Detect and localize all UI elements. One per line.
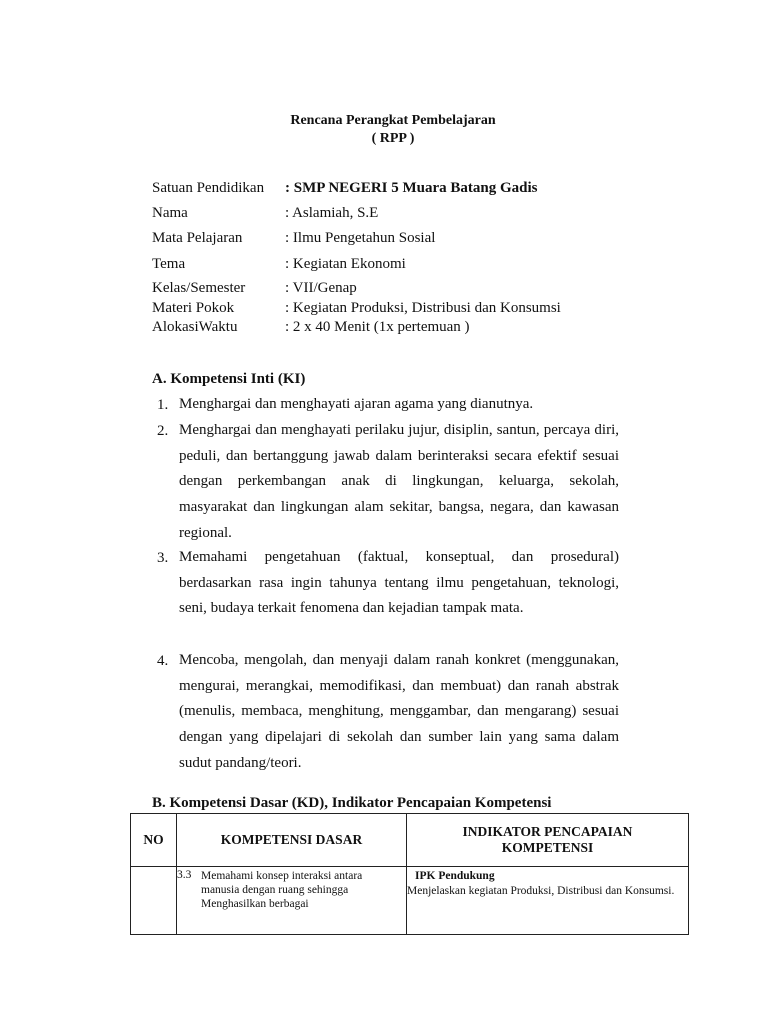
list-number: 4. [157, 653, 169, 669]
identity-label: Tema [152, 256, 186, 272]
identity-label: Nama [152, 205, 188, 221]
ipk-title: IPK Pendukung [415, 870, 495, 882]
table-header-row [131, 814, 689, 867]
list-number: 1. [157, 397, 169, 413]
identity-value: : VII/Genap [285, 280, 357, 296]
cell-kd [177, 867, 407, 935]
identity-value: : 2 x 40 Menit (1x pertemuan ) [285, 319, 470, 335]
identity-label: Kelas/Semester [152, 280, 246, 296]
kd-table [130, 813, 689, 935]
section-a-heading: A. Kompetensi Inti (KI) [152, 371, 306, 387]
col-header-no: NO [131, 814, 177, 867]
identity-value: : Ilmu Pengetahun Sosial [285, 230, 436, 246]
ipk-text: Menjelaskan kegiatan Produksi, Distribusi dan Konsumsi. [407, 885, 675, 897]
document-title: Rencana Perangkat Pembelajaran [290, 113, 496, 128]
list-text: Mencoba, mengolah, dan menyaji dalam ranah konkret (menggunakan, mengurai, merangkai, memodifikasi, dan membuat) dan ranah abstrak (menulis, membaca, menghitung, menggambar, dan mengarang) sesuai dengan yang dipelajari di sekolah dan sumber lain yang sama dalam sudut pandang/teori. [179, 652, 619, 771]
identity-label: Satuan Pendidikan [152, 180, 265, 196]
cell-no [131, 867, 177, 935]
list-text: Menghargai dan menghayati perilaku jujur, disiplin, santun, percaya diri, peduli, dan bertanggung jawab dalam berinteraksi secara efektif sesuai dengan perkembangan anak di lingkungan, keluarga, sekolah, masyarakat dan lingkungan alam sekitar, bangsa, negara, dan kawasan regional. [179, 422, 619, 541]
list-number: 2. [157, 423, 169, 439]
list-number: 3. [157, 550, 169, 566]
document-subtitle: ( RPP ) [371, 131, 415, 146]
identity-label: Mata Pelajaran [152, 230, 243, 246]
identity-label: AlokasiWaktu [152, 319, 238, 335]
kd-text: Memahami konsep interaksi antara manusia dengan ruang sehingga Menghasilkan berbagai [201, 870, 363, 910]
identity-value: : SMP NEGERI 5 Muara Batang Gadis [285, 180, 538, 196]
identity-value: : Kegiatan Ekonomi [285, 256, 406, 272]
identity-value: : Kegiatan Produksi, Distribusi dan Konsumsi [285, 300, 561, 316]
kd-number: 3.3 [177, 869, 192, 881]
section-b-heading: B. Kompetensi Dasar (KD), Indikator Pencapaian Kompetensi [152, 795, 552, 811]
table-row [131, 867, 689, 935]
list-text: Menghargai dan menghayati ajaran agama yang dianutnya. [179, 396, 534, 412]
identity-label: Materi Pokok [152, 300, 235, 316]
cell-ipk [407, 867, 689, 935]
col-header-ipk: INDIKATOR PENCAPAIAN KOMPETENSI [407, 814, 689, 867]
col-header-kd: KOMPETENSI DASAR [177, 814, 407, 867]
list-text: Memahami pengetahuan (faktual, konseptual, dan prosedural) berdasarkan rasa ingin tahunya tentang ilmu pengetahuan, teknologi, seni, budaya terkait fenomena dan kejadian tampak mata. [179, 549, 619, 617]
identity-value: : Aslamiah, S.E [285, 205, 379, 221]
